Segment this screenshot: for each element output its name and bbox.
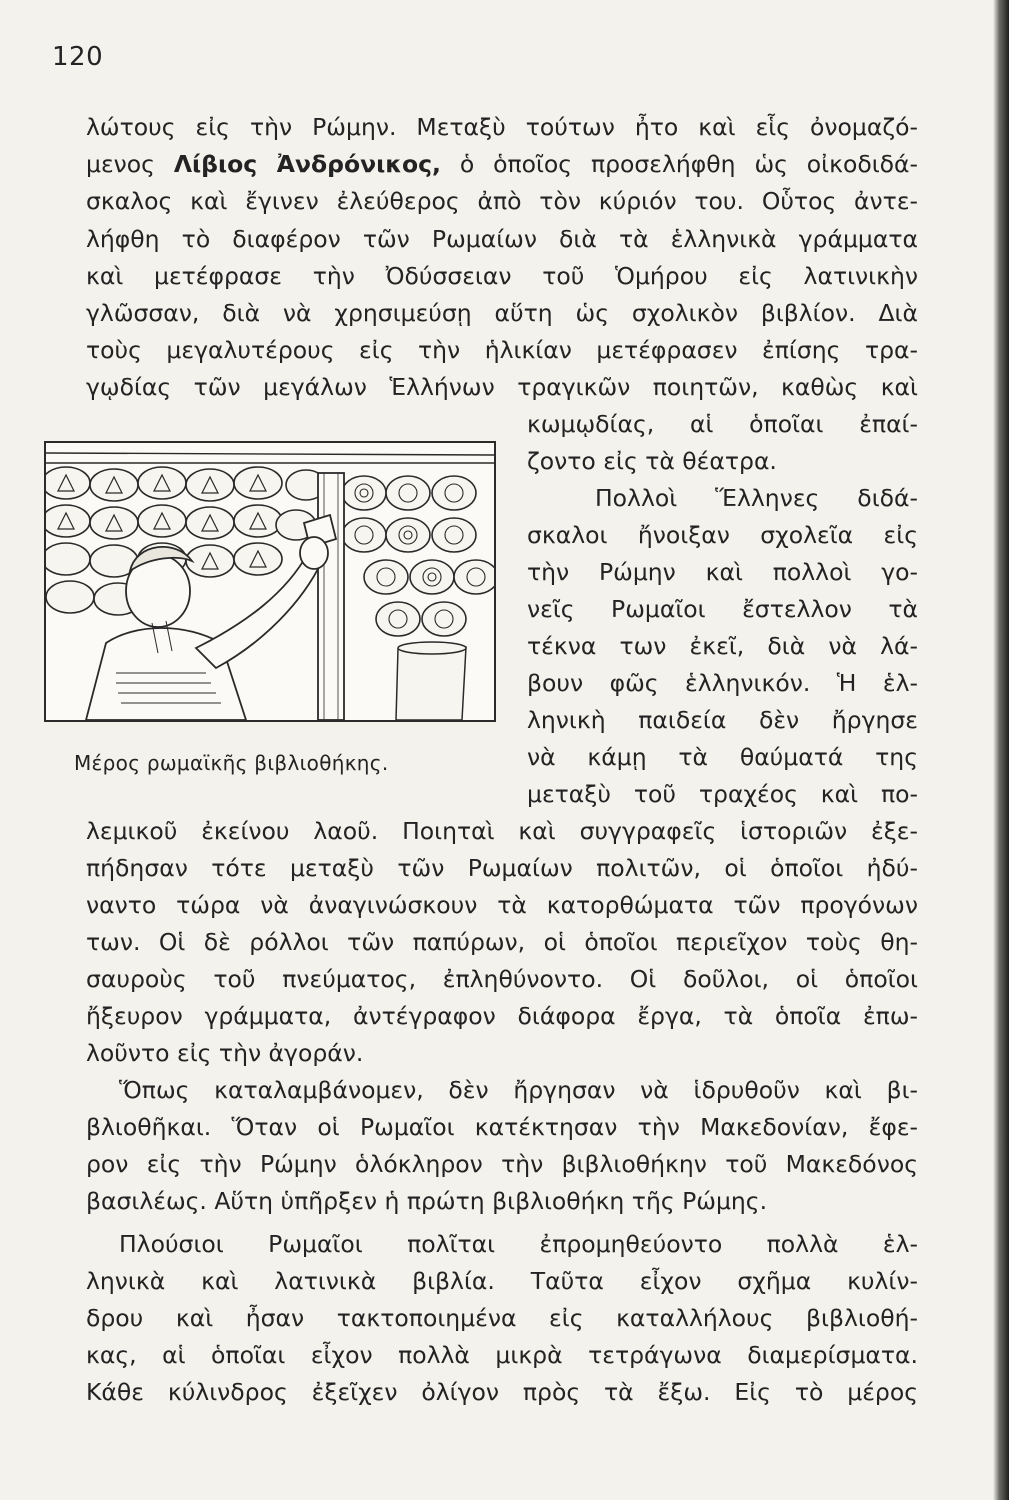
text-line: βλιοθῆκαι. Ὅταν οἱ Ρωμαῖοι κατέκτησαν τὴν Μακεδονίαν, ἔφε- (86, 1113, 918, 1141)
text-line: ρον εἰς τὴν Ρώμην ὁλόκληρον τὴν βιβλιοθήκην τοῦ Μακεδόνος (86, 1150, 918, 1178)
text-line: βασιλέως. Αὕτη ὑπῆρξεν ἡ πρώτη βιβλιοθήκη τῆς Ρώμης. (86, 1187, 768, 1215)
page-number: 120 (52, 42, 104, 72)
text-line: τὴν Ρώμην καὶ πολλοὶ γο- (527, 558, 918, 586)
text-line: νὰ κάμῃ τὰ θαύματά της (527, 743, 918, 771)
text-line: νεῖς Ρωμαῖοι ἔστελλον τὰ (527, 595, 918, 623)
text-line: λοῦντο εἰς τὴν ἀγοράν. (86, 1039, 364, 1067)
text-span: μενος (86, 150, 174, 178)
text-line: ληνικὴ παιδεία δὲν ἤργησε (527, 706, 918, 734)
text-line: σαυροὺς τοῦ πνεύματος, ἐπληθύνοντο. Οἱ δοῦλοι, οἱ ὁποῖοι (86, 965, 918, 993)
text-line: ληνικὰ καὶ λατινικὰ βιβλία. Ταῦτα εἶχον σχῆμα κυλίν- (86, 1267, 918, 1295)
text-line: Πολλοὶ Ἕλληνες διδά- (595, 484, 918, 512)
text-line: Ὅπως καταλαμβάνομεν, δὲν ἤργησαν νὰ ἱδρυθοῦν καὶ βι- (119, 1076, 918, 1104)
text-line: βουν φῶς ἑλληνικόν. Ἡ ἑλ- (527, 669, 918, 697)
unrolled-scroll (396, 642, 466, 720)
page-edge-shadow (993, 0, 1009, 1500)
library-illustration (44, 441, 496, 722)
text-line: ζοντο εἰς τὰ θέατρα. (527, 447, 777, 475)
text-line: μεταξὺ τοῦ τραχέος καὶ πο- (527, 780, 918, 808)
text-line: τέκνα των ἐκεῖ, διὰ νὰ λά- (527, 632, 918, 660)
text-line: πήδησαν τότε μεταξὺ τῶν Ρωμαίων πολιτῶν, οἱ ὁποῖοι ἠδύ- (86, 854, 918, 882)
illustration-drawing (46, 443, 494, 720)
text-line: Κάθε κύλινδρος ἐξεῖχεν ὀλίγον πρὸς τὰ ἔξω. Εἰς τὸ μέρος (86, 1378, 918, 1406)
text-line: σκαλος καὶ ἔγινεν ἐλεύθερος ἀπὸ τὸν κύριόν του. Οὗτος ἀντε- (86, 187, 918, 215)
person-name: Λίβιος Ἀνδρόνικος, (173, 150, 441, 178)
text-line (86, 149, 918, 179)
text-line: λεμικοῦ ἐκείνου λαοῦ. Ποιηταὶ καὶ συγγραφεῖς ἱστοριῶν ἐξε- (86, 817, 918, 845)
text-line: δρου καὶ ἦσαν τακτοποιημένα εἰς καταλλήλους βιβλιοθή- (86, 1304, 918, 1332)
text-line: ναντο τώρα νὰ ἀναγινώσκουν τὰ κατορθώματα τῶν προγόνων (86, 891, 918, 919)
text-line: ἤξευρον γράμματα, ἀντέγραφον διάφορα ἔργα, τὰ ὁποῖα ἐπω- (86, 1002, 918, 1030)
pillar (318, 473, 344, 720)
text-line: καὶ μετέφρασε τὴν Ὀδύσσειαν τοῦ Ὁμήρου εἰς λατινικὴν (86, 262, 918, 290)
text-line: κωμῳδίας, αἱ ὁποῖαι ἐπαί- (527, 410, 918, 438)
text-line: λήφθη τὸ διαφέρον τῶν Ρωμαίων διὰ τὰ ἑλληνικὰ γράμματα (86, 225, 918, 253)
text-line: σκαλοι ἤνοιξαν σχολεῖα εἰς (527, 521, 918, 549)
text-line: γλῶσσαν, διὰ νὰ χρησιμεύσῃ αὕτη ὡς σχολικὸν βιβλίον. Διὰ (86, 299, 918, 327)
text-line: τοὺς μεγαλυτέρους εἰς τὴν ἡλικίαν μετέφρασεν ἐπίσης τρα- (86, 336, 918, 364)
text-line: γῳδίας τῶν μεγάλων Ἑλλήνων τραγικῶν ποιητῶν, καθὼς καὶ (86, 373, 918, 401)
text-line: λώτους εἰς τὴν Ρώμην. Μεταξὺ τούτων ἦτο καὶ εἷς ὀνομαζό- (86, 113, 918, 141)
text-span: ὁ ὁποῖος προσελήφθη ὡς οἰκοδιδά- (440, 150, 919, 178)
text-line: κας, αἱ ὁποῖαι εἶχον πολλὰ μικρὰ τετράγωνα διαμερίσματα. (86, 1341, 918, 1369)
text-line: των. Οἱ δὲ ρόλλοι τῶν παπύρων, οἱ ὁποῖοι περιεῖχον τοὺς θη- (86, 928, 918, 956)
figure-caption: Μέρος ρωμαϊκῆς βιβλιοθήκης. (74, 751, 389, 775)
text-line: Πλούσιοι Ρωμαῖοι πολῖται ἐπρομηθεύοντο πολλὰ ἑλ- (119, 1230, 918, 1258)
